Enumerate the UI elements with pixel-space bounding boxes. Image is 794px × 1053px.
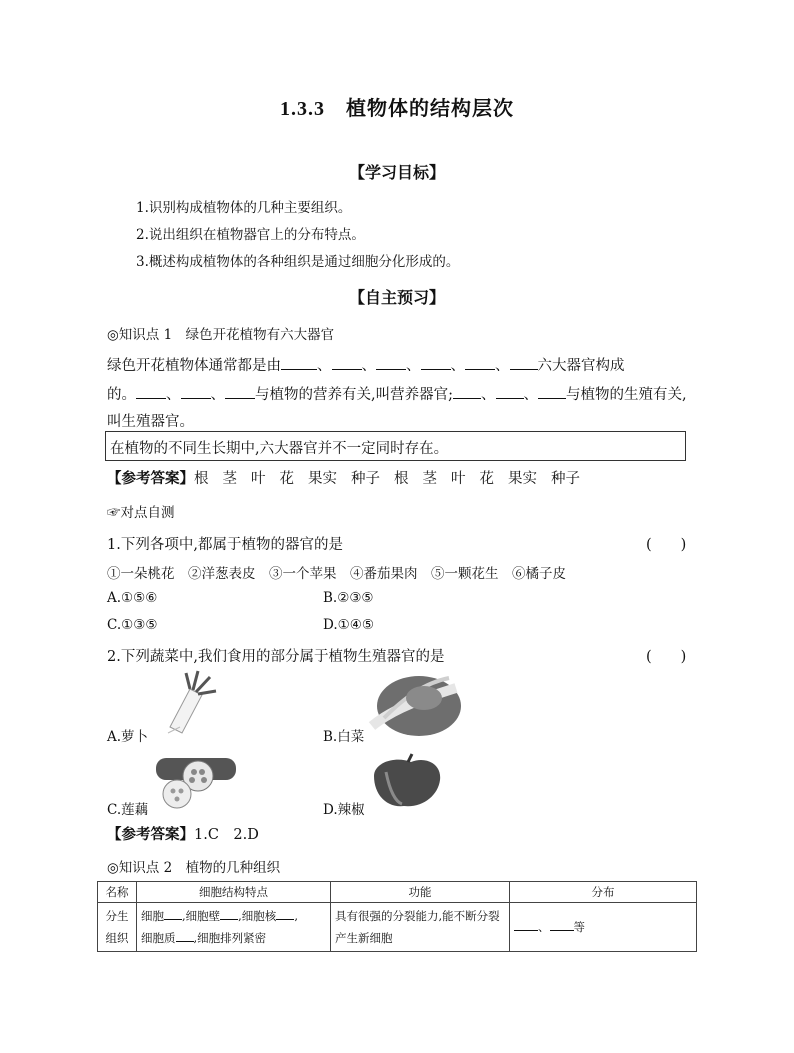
fill-blank[interactable] (136, 385, 166, 399)
cabbage-image (364, 668, 464, 740)
separator: 、 (450, 358, 465, 374)
option-a[interactable]: A.①⑤⑥ (107, 590, 158, 606)
cell-text: , (294, 909, 298, 923)
answer-paren[interactable]: ( ) (646, 649, 687, 665)
goal-item: 3.概述构成植物体的各种组织是通过细胞分化形成的。 (136, 254, 460, 270)
answer-item: 果实 (508, 471, 537, 487)
separator: 、 (210, 387, 225, 403)
answer-label: 【参考答案】 (107, 826, 194, 843)
answer-label: 【参考答案】 (107, 470, 194, 487)
separator: 、 (317, 358, 332, 374)
kp1-answer (107, 467, 594, 488)
fill-blank[interactable] (421, 356, 451, 370)
cell-text: ,细胞壁 (182, 909, 221, 923)
answer-item: 叶 (251, 471, 266, 487)
fill-blank[interactable] (276, 908, 294, 920)
cell-text: 细胞质 (141, 931, 176, 945)
table-header: 功能 (331, 882, 510, 903)
answer-item: 种子 (551, 471, 580, 487)
page-title: 1.3.3 植物体的结构层次 (280, 98, 514, 120)
kp1-line1-start: 绿色开花植物体通常都是由 (107, 358, 281, 374)
separator: 、 (481, 387, 496, 403)
separator: 、 (495, 358, 510, 374)
fill-blank[interactable] (164, 908, 182, 920)
kp1-line-3: 叫生殖器官。 (107, 414, 194, 430)
separator: 、 (523, 387, 538, 403)
answer-paren[interactable]: ( ) (646, 537, 687, 553)
fill-blank[interactable] (332, 356, 362, 370)
option-c[interactable]: C.①③⑤ (107, 617, 158, 633)
lotus-root-image (150, 752, 245, 812)
fill-blank[interactable] (465, 356, 495, 370)
fill-blank[interactable] (181, 385, 211, 399)
cell-text: ,细胞排列紧密 (193, 931, 267, 945)
answer-item: 种子 (351, 471, 380, 487)
fill-blank[interactable] (225, 385, 255, 399)
knowledge-point-2-label: ◎知识点 2 植物的几种组织 (107, 860, 281, 876)
option-a[interactable]: A.萝卜 (107, 729, 149, 745)
answer-item: 茎 (222, 471, 237, 487)
cell-text: 等 (573, 920, 585, 934)
question-2-stem: 2.下列蔬菜中,我们食用的部分属于植物生殖器官的是 (107, 649, 445, 665)
knowledge-point-1-label: ◎知识点 1 绿色开花植物有六大器官 (107, 327, 335, 343)
question-1-stem: 1.下列各项中,都属于植物的器官的是 (107, 537, 343, 553)
self-test-answer (107, 823, 259, 844)
tissue-table (97, 881, 697, 952)
table-row (98, 903, 697, 952)
note-box: 在植物的不同生长期中,六大器官并不一定同时存在。 (105, 431, 686, 461)
kp1-line-1 (107, 354, 625, 375)
fill-blank[interactable] (550, 919, 574, 931)
tissue-name: 分生组织 (98, 903, 137, 952)
answer-text: 1.C 2.D (194, 827, 259, 843)
answer-item: 根 (194, 471, 209, 487)
option-b[interactable]: B.②③⑤ (323, 590, 374, 606)
kp1-line1-end: 六大器官构成 (537, 358, 625, 374)
fill-blank[interactable] (220, 908, 238, 920)
option-d[interactable]: D.①④⑤ (323, 617, 374, 633)
answer-item: 果实 (308, 471, 337, 487)
fill-blank[interactable] (376, 356, 406, 370)
fill-blank[interactable] (453, 385, 481, 399)
table-header: 细胞结构特点 (137, 882, 331, 903)
kp1-line2-start: 的。 (107, 387, 136, 403)
fill-blank[interactable] (514, 919, 538, 931)
table-header: 名称 (98, 882, 137, 903)
kp1-line2-end: 与植物的生殖有关, (566, 387, 687, 403)
tissue-distribution (510, 903, 697, 952)
goal-item: 1.识别构成植物体的几种主要组织。 (136, 200, 352, 216)
radish-image (160, 667, 220, 737)
fill-blank[interactable] (281, 356, 317, 370)
question-1-items: ①一朵桃花 ②洋葱表皮 ③一个苹果 ④番茄果肉 ⑤一颗花生 ⑥橘子皮 (107, 566, 566, 582)
tissue-structure (137, 903, 331, 952)
answer-item: 花 (279, 471, 294, 487)
learning-goals-heading: 【学习目标】 (348, 163, 445, 182)
kp1-line2-mid: 与植物的营养有关,叫营养器官; (255, 387, 453, 403)
kp1-line-2 (107, 383, 687, 404)
table-header: 分布 (510, 882, 697, 903)
option-d[interactable]: D.辣椒 (323, 802, 365, 818)
cell-text: 细胞 (141, 909, 164, 923)
separator: 、 (361, 358, 376, 374)
answer-item: 根 (394, 471, 409, 487)
answer-items (194, 471, 594, 487)
fill-blank[interactable] (176, 930, 194, 942)
answer-item: 茎 (422, 471, 437, 487)
cell-text: ,细胞核 (238, 909, 277, 923)
self-test-label: ☞对点自测 (107, 505, 175, 521)
option-b[interactable]: B.白菜 (323, 729, 365, 745)
separator: 、 (406, 358, 421, 374)
separator: 、 (166, 387, 181, 403)
cell-text: 、 (538, 920, 550, 934)
pepper-image (366, 752, 446, 812)
fill-blank[interactable] (496, 385, 524, 399)
option-c[interactable]: C.莲藕 (107, 802, 149, 818)
goal-item: 2.说出组织在植物器官上的分布特点。 (136, 227, 365, 243)
tissue-function: 具有很强的分裂能力,能不断分裂产生新细胞 (331, 903, 510, 952)
answer-item: 叶 (451, 471, 466, 487)
self-preview-heading: 【自主预习】 (348, 288, 445, 307)
answer-item: 花 (479, 471, 494, 487)
table-header-row (98, 882, 697, 903)
fill-blank[interactable] (538, 385, 566, 399)
fill-blank[interactable] (510, 356, 538, 370)
